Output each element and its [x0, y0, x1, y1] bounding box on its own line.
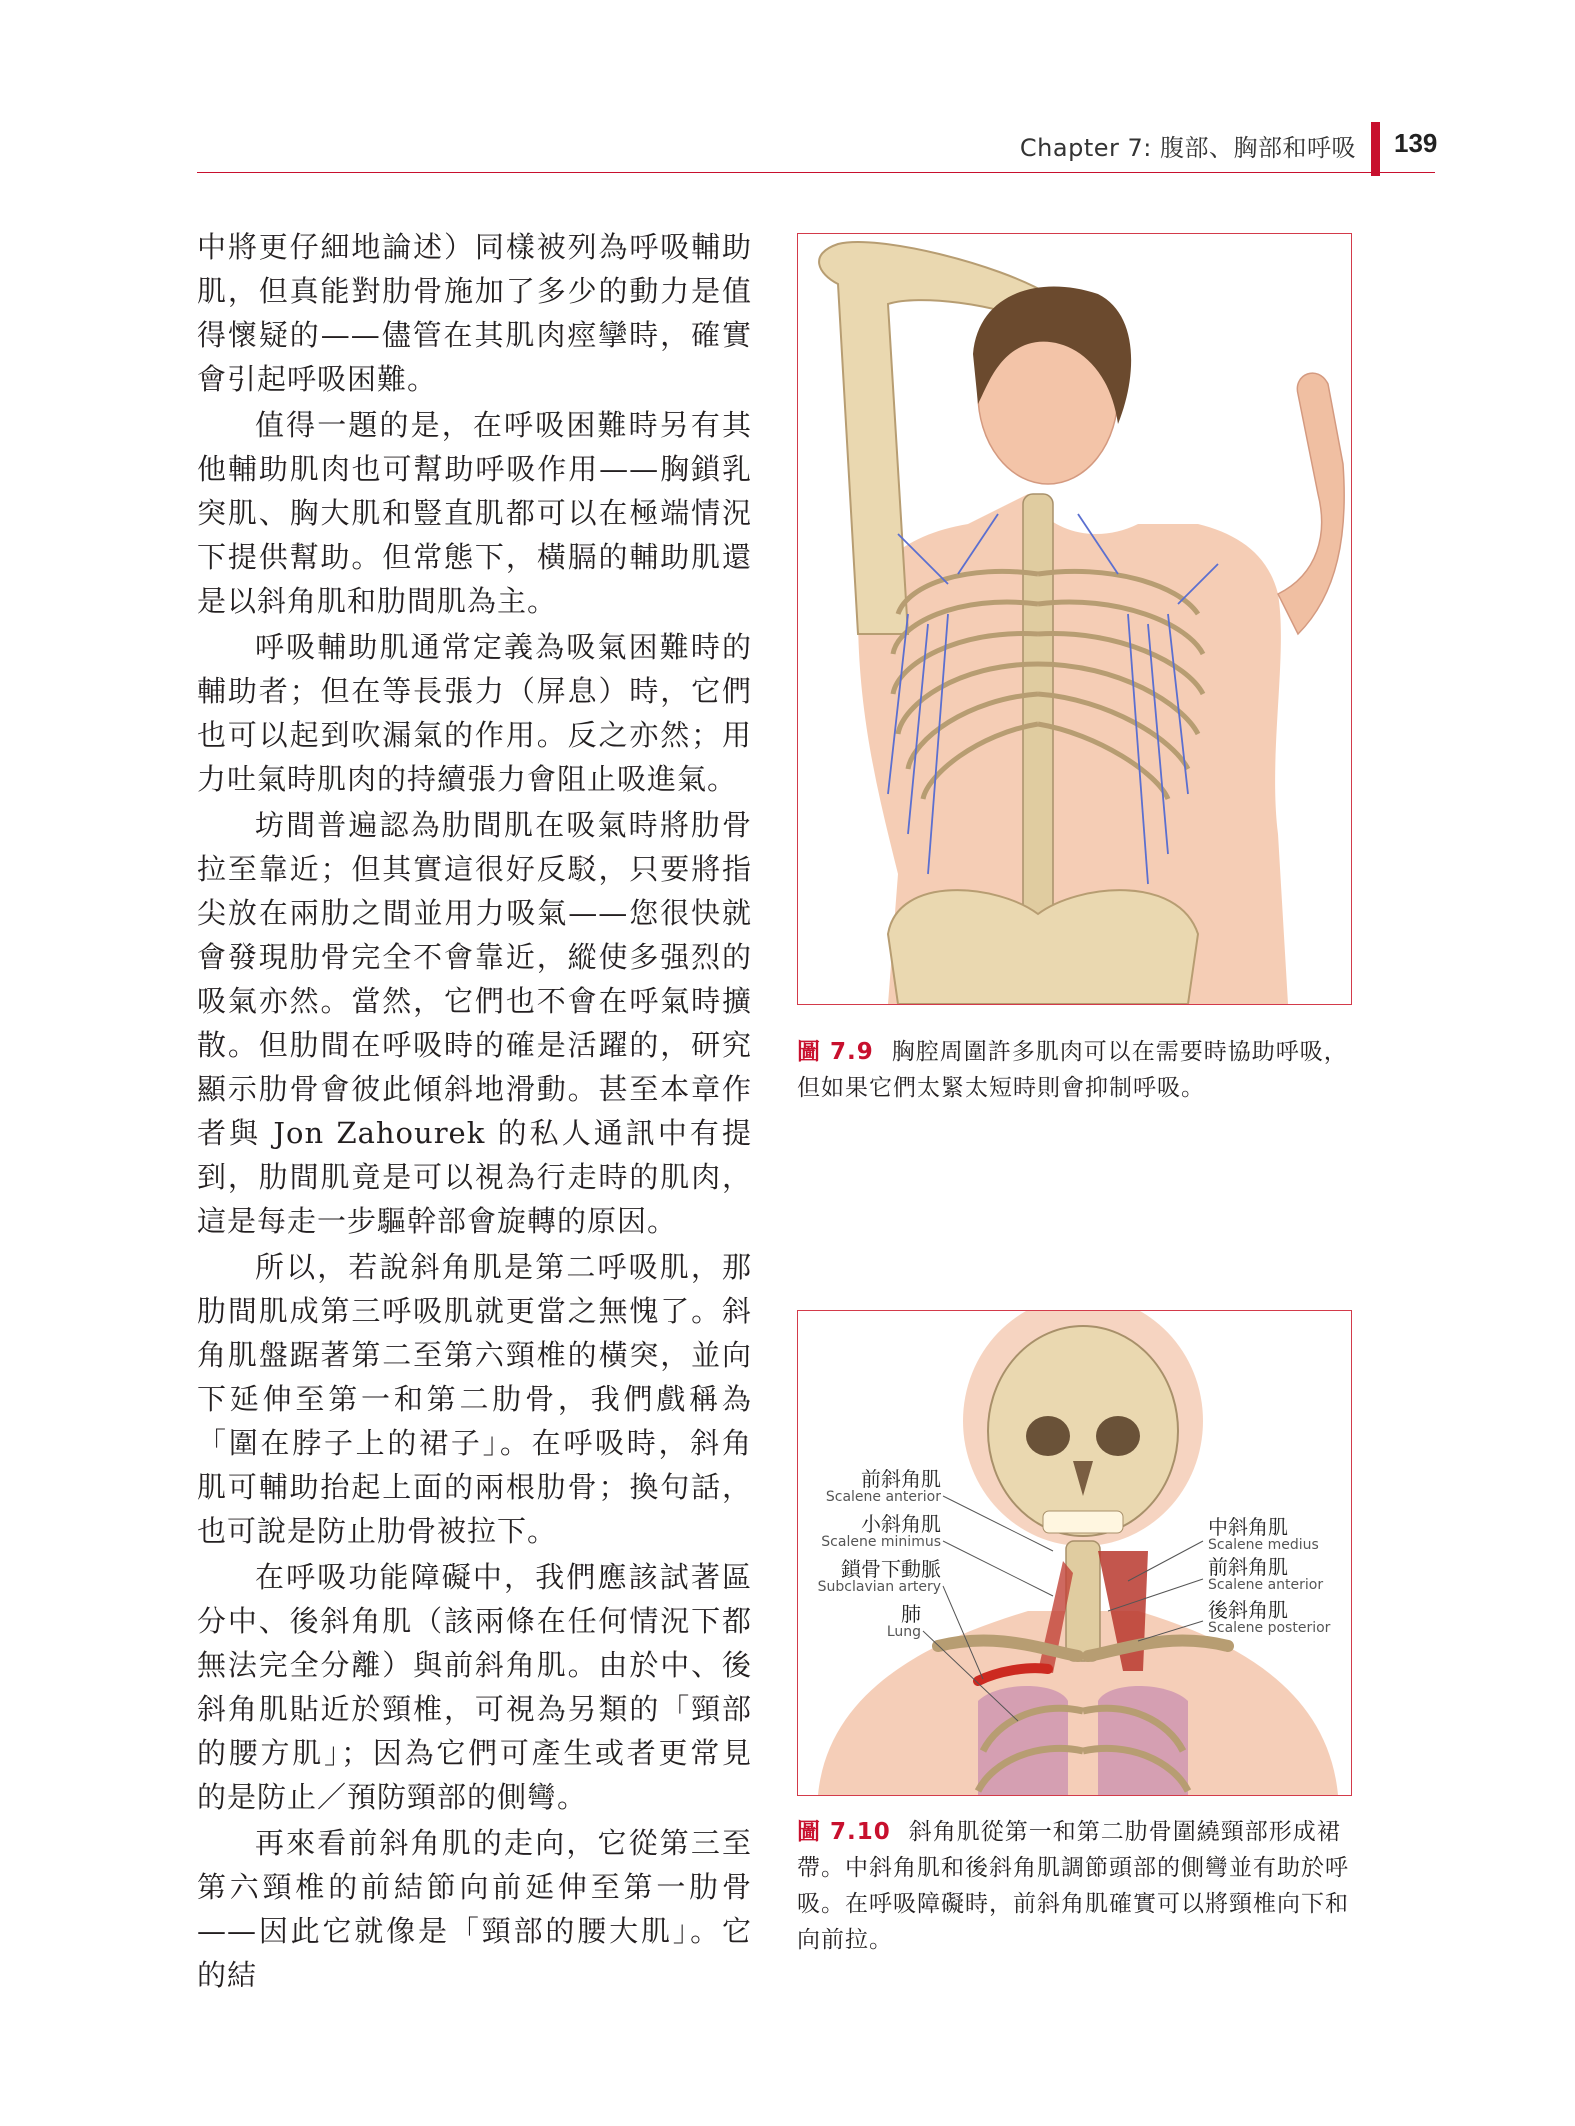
scalene-anatomy-illustration: [798, 1311, 1351, 1795]
caption-text: 斜角肌從第一和第二肋骨圍繞頸部形成裙帶。中斜角肌和後斜角肌調節頭部的側彎並有助於呼吸。在呼吸障礙時，前斜角肌確實可以將頸椎向下和向前拉。: [797, 1819, 1349, 1953]
chapter-title: Chapter 7: 腹部、胸部和呼吸: [1019, 134, 1356, 162]
header-accent-bar: [1371, 122, 1380, 176]
label-scalene-anterior-right: 前斜角肌 Scalene anterior: [1208, 1555, 1324, 1593]
figure-7-9-illustration: [797, 233, 1352, 1005]
figure-7-9-caption: [797, 1034, 1357, 1106]
paragraph: 再來看前斜角肌的走向，它從第三至第六頸椎的前結節向前延伸至第一肋骨——因此它就像是「頸部的腰大肌」。它的結: [197, 1826, 752, 1992]
eye-socket-left: [1026, 1416, 1070, 1456]
body-text-column: [197, 225, 752, 1997]
paragraph: 在呼吸功能障礙中，我們應該試著區分中、後斜角肌（該兩條在任何情況下都無法完全分離）與前斜角肌。由於中、後斜角肌貼近於頸椎，可視為另類的「頸部的腰方肌」；因為它們可產生或者更常見的是防止／預防頸部的側彎。: [197, 1560, 752, 1814]
label-scalene-minimus: 小斜角肌 Scalene minimus: [821, 1512, 941, 1550]
paragraph: 坊間普遍認為肋間肌在吸氣時將肋骨拉至靠近；但其實這很好反駁，只要將指尖放在兩肋之間並用力吸氣——您很快就會發現肋骨完全不會靠近，縱使多强烈的吸氣亦然。當然，它們也不會在呼氣時擴散。但肋間在呼吸時的確是活躍的，研究顯示肋骨會彼此傾斜地滑動。甚至本章作者與 Jon Zahourek 的私人通訊中有提到，肋間肌竟是可以視為行走時的肌肉，這是每走一步驅幹部會旋轉的原因。: [197, 808, 752, 1238]
paragraph: 所以，若說斜角肌是第二呼吸肌，那肋間肌成第三呼吸肌就更當之無愧了。斜角肌盤踞著第二至第六頸椎的橫突，並向下延伸至第一和第二肋骨，我們戲稱為「圍在脖子上的裙子」。在呼吸時，斜角肌可輔助抬起上面的兩根肋骨；換句話，也可說是防止肋骨被拉下。: [197, 1250, 752, 1548]
paragraph: 中將更仔細地論述）同樣被列為呼吸輔助肌，但真能對肋骨施加了多少的動力是值得懷疑的——儘管在其肌肉痙攣時，確實會引起呼吸困難。: [197, 230, 752, 396]
label-scalene-posterior: 後斜角肌 Scalene posterior: [1208, 1598, 1331, 1636]
teeth: [1043, 1511, 1123, 1533]
figure-label: 圖 7.9: [797, 1039, 874, 1065]
spine: [1023, 494, 1053, 974]
paragraph: 呼吸輔助肌通常定義為吸氣困難時的輔助者；但在等長張力（屏息）時，它們也可以起到吹漏氣的作用。反之亦然；用力吐氣時肌肉的持續張力會阻止吸進氣。: [197, 630, 752, 796]
paragraph: 值得一題的是，在呼吸困難時另有其他輔助肌肉也可幫助呼吸作用——胸鎖乳突肌、胸大肌和豎直肌都可以在極端情況下提供幫助。但常態下，橫膈的輔助肌還是以斜角肌和肋間肌為主。: [197, 408, 752, 618]
skull: [988, 1326, 1178, 1536]
figure-label: 圖 7.10: [797, 1819, 891, 1845]
figure-7-10-illustration: [797, 1310, 1352, 1796]
cervical-spine: [1066, 1541, 1100, 1661]
label-scalene-anterior-left: 前斜角肌 Scalene anterior: [825, 1467, 941, 1505]
caption-text: 胸腔周圍許多肌肉可以在需要時協助呼吸，但如果它們太緊太短時則會抑制呼吸。: [797, 1039, 1348, 1101]
right-arm: [1278, 373, 1344, 634]
page-number: 139: [1394, 128, 1438, 158]
figure-7-10-caption: [797, 1814, 1357, 1958]
torso-anatomy-illustration: [798, 234, 1351, 1004]
label-scalene-medius: 中斜角肌 Scalene medius: [1208, 1515, 1319, 1553]
eye-socket-right: [1096, 1416, 1140, 1456]
header-rule: [197, 172, 1435, 173]
label-lung: 肺 Lung: [886, 1602, 921, 1640]
label-subclavian-artery: 鎖骨下動脈 Subclavian artery: [817, 1557, 941, 1595]
